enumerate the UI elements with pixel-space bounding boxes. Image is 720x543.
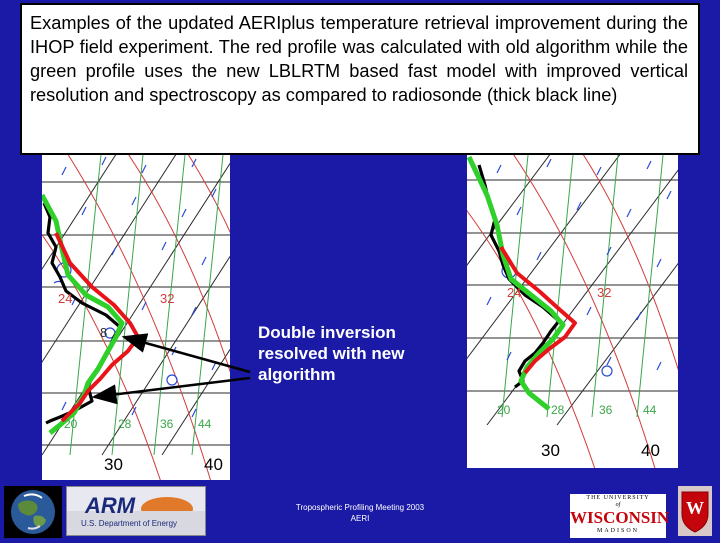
meeting-footer bbox=[260, 502, 460, 524]
theta-label-24: 24 bbox=[58, 291, 73, 306]
mixing-ratio-label-28-right: 28 bbox=[551, 403, 565, 417]
right-skewt-svg bbox=[467, 155, 678, 468]
mixing-ratio-label-28: 28 bbox=[118, 417, 132, 431]
xtick-30-right: 30 bbox=[541, 441, 560, 460]
mixing-ratio-label-20-right: 20 bbox=[497, 403, 511, 417]
mixing-ratio-label-20: 20 bbox=[64, 417, 78, 431]
uw-main-text: WISCONSIN bbox=[570, 508, 670, 527]
uw-crest-logo bbox=[678, 486, 712, 536]
mixing-ratio-label-44-right: 44 bbox=[643, 403, 657, 417]
doe-text: U.S. Department of Energy bbox=[81, 519, 178, 528]
caption-text: Examples of the updated AERIplus temperature retrieval improvement during the IHOP field experiment. The red profile was calculated with old algorithm while the green profile uses the new LBLRTM based fast model with improved vertical resolution and spectroscopy as compared to radiosonde (thick black line) bbox=[30, 13, 688, 105]
theta-label-24-right: 24 bbox=[507, 285, 522, 300]
left-skewt-svg bbox=[42, 155, 230, 480]
xtick-40: 40 bbox=[204, 455, 223, 474]
mixing-ratio-label-44: 44 bbox=[198, 417, 212, 431]
xtick-40-right: 40 bbox=[641, 441, 660, 460]
arm-doe-logo bbox=[66, 486, 206, 536]
left-skewt-plot bbox=[42, 155, 230, 480]
meeting-line-1: Tropospheric Profiling Meeting 2003 bbox=[295, 503, 425, 512]
earth-globe-logo bbox=[4, 486, 62, 538]
caption-box bbox=[20, 3, 700, 155]
uw-bottom-text: MADISON bbox=[596, 528, 639, 534]
theta-label-32: 32 bbox=[160, 291, 175, 306]
misc-label-8: 8 bbox=[100, 325, 108, 340]
globe-icon bbox=[4, 486, 62, 538]
mixing-ratio-label-36-right: 36 bbox=[599, 403, 613, 417]
xtick-30: 30 bbox=[104, 455, 123, 474]
mixing-ratio-label-36: 36 bbox=[160, 417, 174, 431]
meeting-line-2: AERI bbox=[350, 514, 370, 523]
theta-label-32-right: 32 bbox=[597, 285, 612, 300]
uw-top-text: THE UNIVERSITY bbox=[586, 495, 650, 501]
arm-logo-text: ARM bbox=[85, 493, 136, 518]
crest-letter: W bbox=[686, 498, 704, 518]
right-skewt-plot bbox=[467, 155, 678, 468]
uw-of-text: of bbox=[615, 502, 621, 508]
new-algorithm-profile-right bbox=[469, 157, 563, 409]
callout-text: Double inversion resolved with new algorithm bbox=[258, 323, 405, 384]
uw-wordmark-logo bbox=[570, 494, 670, 538]
